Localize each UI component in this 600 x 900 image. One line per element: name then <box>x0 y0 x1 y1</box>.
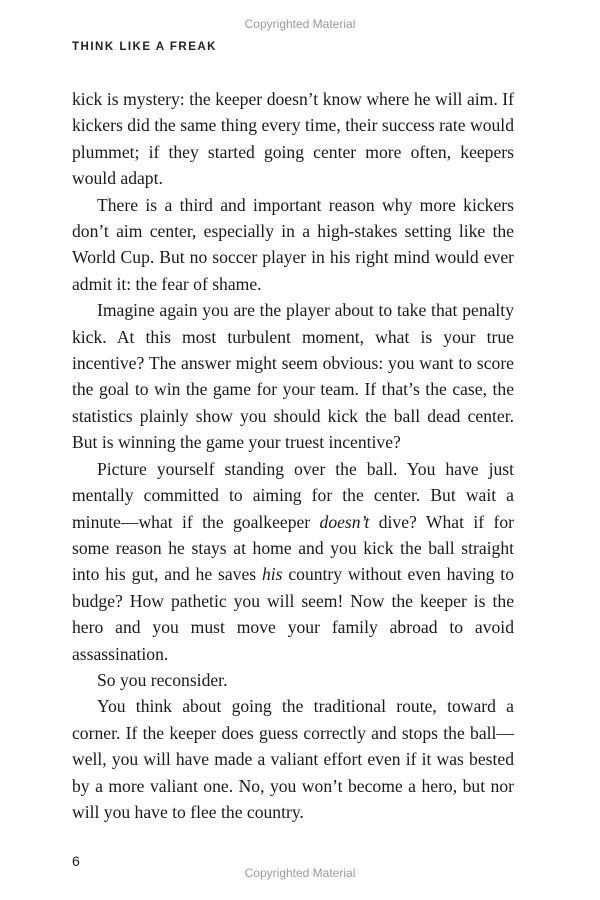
text-run: Picture yourself standing over the ball. You have just mentally committed to aiming for the center. But wait a minute—what if the goalkeeper <box>72 458 514 532</box>
text-run: There is a third and important reason why more kickers don’t aim center, especially in a high-stakes setting like the World Cup. But no soccer player in his right mind would ever admit it: the fear of shame. <box>72 194 514 294</box>
watermark-top: Copyrighted Material <box>244 17 356 31</box>
text-run: dive? What if for some reason he stays at home and you kick the ball straight into his gut, and he saves <box>72 511 514 585</box>
paragraph-1 <box>72 86 514 192</box>
text-run: country without even having to budge? How pathetic you will seem! Now the keeper is the hero and you must move your family abroad to avoid assassination. <box>72 564 514 664</box>
paragraph-5 <box>72 667 514 693</box>
paragraph-3 <box>72 297 514 455</box>
italic-emphasis: doesn’t <box>319 511 370 532</box>
watermark-bottom: Copyrighted Material <box>244 866 356 880</box>
paragraph-6 <box>72 693 514 825</box>
page-number: 6 <box>72 853 80 869</box>
italic-emphasis: his <box>261 564 283 585</box>
running-head: THINK LIKE A FREAK <box>72 41 217 53</box>
body-text <box>72 86 514 825</box>
text-run: Imagine again you are the player about to take that penalty kick. At this most turbulent moment, what is your true incentive? The answer might seem obvious: you want to score the goal to win the game for your team. If that’s the case, the statistics plainly show you should kick the ball dead center. But is winning the game your truest incentive? <box>72 300 514 453</box>
text-run: You think about going the traditional route, toward a corner. If the keeper does guess correctly and stops the ball—well, you will have made a valiant effort even if it was bested by a more valiant one. No, you won’t become a hero, but nor will you have to flee the country. <box>72 696 514 822</box>
text-run: kick is mystery: the keeper doesn’t know where he will aim. If kickers did the same thing every time, their success rate would plummet; if they started going center more often, keepers would adapt. <box>72 89 514 189</box>
paragraph-2 <box>72 192 514 298</box>
paragraph-4 <box>72 456 514 667</box>
text-run: So you reconsider. <box>97 669 228 690</box>
